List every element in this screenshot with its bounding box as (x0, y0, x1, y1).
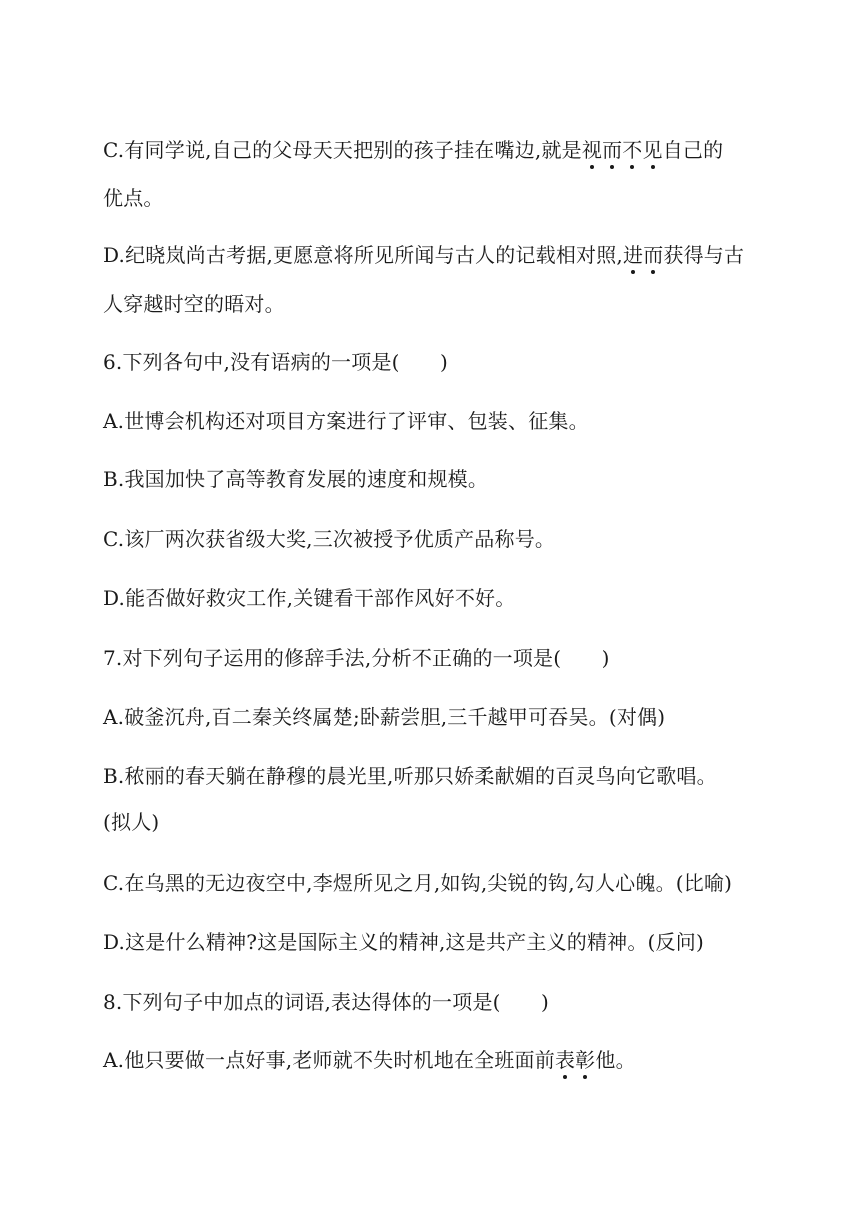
option-d-line-1 (103, 243, 744, 267)
option-d-line-2: 人穿越时空的晤对。 (103, 292, 285, 316)
q7-option-c: C.在乌黑的无边夜空中,李煜所见之月,如钩,尖锐的钩,勾人心魄。(比喻) (103, 871, 733, 895)
q8-option-a (103, 1048, 636, 1072)
question-8: 8.下列句子中加点的词语,表达得体的一项是( ) (103, 990, 550, 1014)
dotted-char: 而 (602, 138, 623, 162)
question-7: 7.对下列句子运用的修辞手法,分析不正确的一项是( ) (103, 646, 610, 670)
dotted-char: 而 (643, 243, 664, 267)
dotted-char: 表 (554, 1048, 576, 1072)
dotted-char: 进 (623, 243, 644, 267)
dotted-char: 不 (622, 138, 643, 162)
text-segment: 获得与古 (663, 243, 745, 267)
q6-option-c: C.该厂两次获省级大奖,三次被授予优质产品称号。 (103, 527, 556, 551)
q7-option-a: A.破釜沉舟,百二秦关终属楚;卧薪尝胆,三千越甲可吞吴。(对偶) (103, 705, 666, 729)
q7-option-b-line-2: (拟人) (103, 810, 160, 834)
q6-option-b: B.我国加快了高等教育发展的速度和规模。 (103, 467, 489, 491)
text-segment: C.有同学说,自己的父母天天把别的孩子挂在嘴边,就是 (103, 138, 582, 162)
q6-option-d: D.能否做好救灾工作,关键看干部作风好不好。 (103, 586, 516, 610)
text-segment: 自己的 (662, 138, 724, 162)
q7-option-d: D.这是什么精神?这是国际主义的精神,这是共产主义的精神。(反问) (103, 930, 704, 954)
text-segment: D.纪晓岚尚古考据,更愿意将所见所闻与古人的记载相对照, (103, 243, 623, 267)
dotted-char: 彰 (575, 1048, 596, 1072)
dotted-char: 视 (581, 138, 603, 162)
q6-option-a: A.世博会机构还对项目方案进行了评审、包装、征集。 (103, 409, 589, 433)
dotted-char: 见 (642, 138, 663, 162)
q7-option-b-line-1: B.秾丽的春天躺在静穆的晨光里,听那只娇柔献媚的百灵鸟向它歌唱。 (103, 764, 717, 788)
text-segment: A.他只要做一点好事,老师就不失时机地在全班面前 (103, 1048, 555, 1072)
question-6: 6.下列各句中,没有语病的一项是( ) (103, 350, 449, 374)
option-c-line-2: 优点。 (103, 186, 164, 210)
text-segment: 他。 (595, 1048, 636, 1072)
option-c-line-1 (103, 138, 723, 162)
